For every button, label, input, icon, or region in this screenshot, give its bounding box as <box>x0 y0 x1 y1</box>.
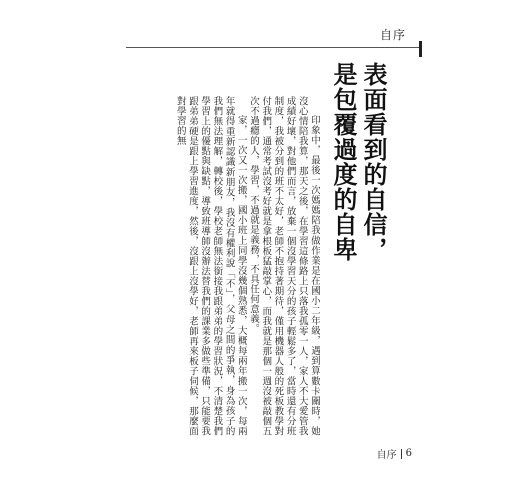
paragraph: 印象中，最後一次媽媽陪我做作業是在國小二年級，遇到算數卡關時，她沒心情陪我算，那天之後，在學習這條路上只落我孤零一人，家人不大愛管我成績好壞，對他們而言，放棄一個沒學習天分的孩子輕鬆多了，當時還有分班制度，我被分到的班不太好，老師不抱持著期待，僅用機器人般的死板教學對付我們，通常考試沒考好就是拿根板猛敲掌心，而我就是那個一週沒被敲個五次不過癮的人，學習，不過就是義務，不具任何意義。 <box>247 96 320 436</box>
body-text <box>110 96 320 436</box>
footer-section-label: 自序 <box>376 450 397 461</box>
header-mark <box>419 41 422 57</box>
paragraph: 家，一次又一次搬，國小班上同學沒幾個熟悉，大概每兩年搬一次，每兩年就得重新認識新朋友，我沒有權利說「不」，父母之間的爭執，身為孩子的我們無法理解，轉校後，學校老師無法銜接我跟弟弟的學習狀況，不清楚我們學習上的優點與缺點，導致班導師沒辦法替我們的課業多做些準備，只能要我跟弟弟硬是跟上學習進度，然後，沒跟上沒學好，老師再來板子伺候，那麼面對學習的無 <box>174 96 247 436</box>
running-header: 自序 <box>379 28 406 42</box>
chapter-title-line-2: 是包覆過度的自卑 <box>329 62 358 262</box>
footer-separator <box>401 449 402 459</box>
header-rule <box>126 47 422 48</box>
chapter-title <box>328 62 388 262</box>
chapter-title-line-1: 表面看到的自信， <box>359 62 388 262</box>
page-footer <box>377 446 412 461</box>
page-number: 6 <box>405 448 412 459</box>
